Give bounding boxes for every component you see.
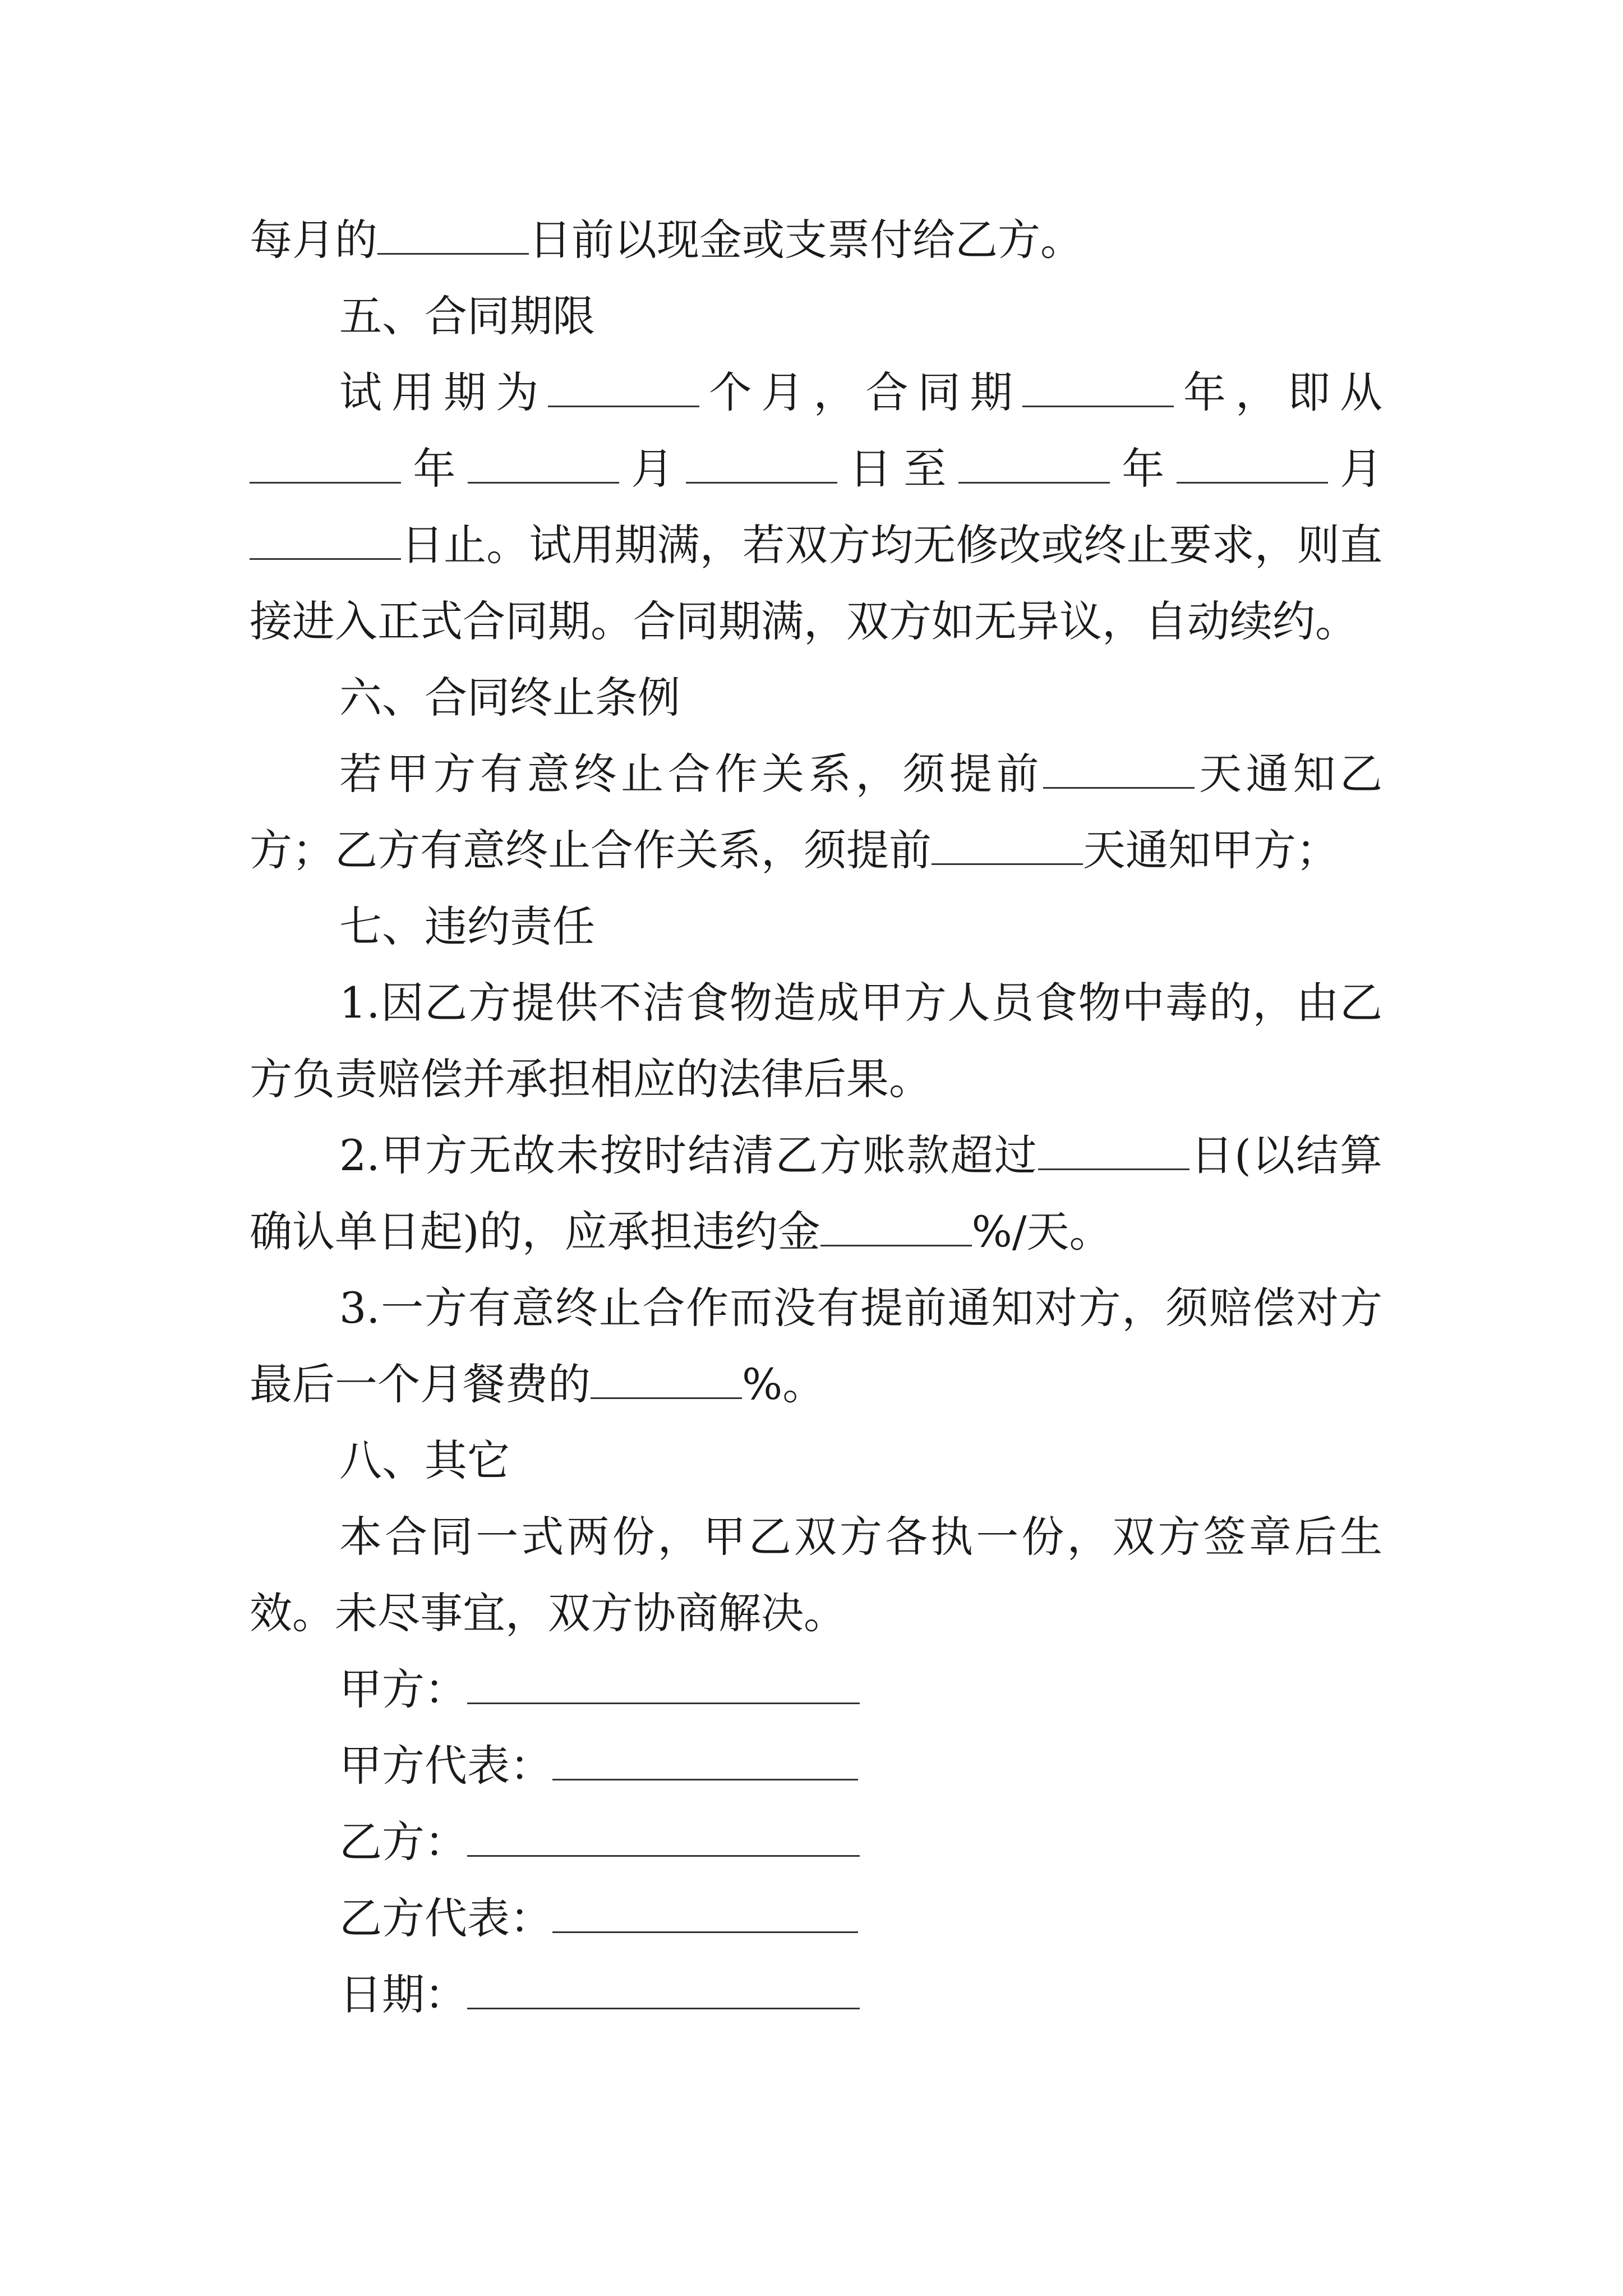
text: 2.甲方无故未按时结清乙方账款超过 [339,1130,1038,1180]
text: 年 [1109,444,1177,494]
heading-section-5: 五、合同期限 [339,291,595,341]
blank-field[interactable] [1043,748,1195,789]
text: 日前以现金或支票付给乙方。 [529,215,1083,265]
blank-field[interactable] [468,443,619,484]
text: 年 [401,444,468,494]
signature-party-b [250,1804,1382,1880]
blank-field[interactable] [958,443,1110,484]
signature-party-b-rep [250,1880,1382,1957]
blank-field[interactable] [820,1205,972,1246]
heading-section-8: 八、其它 [339,1435,510,1485]
blank-field[interactable] [377,214,529,255]
text: 日至 [837,444,958,494]
text: 月 [1327,444,1383,494]
blank-field[interactable] [548,366,699,407]
signature-date [250,1957,1382,2033]
signature-label: 乙方代表： [339,1893,552,1943]
signature-field[interactable] [552,1892,858,1933]
signature-label: 日期： [339,1970,467,2019]
blank-field[interactable] [250,519,401,560]
blank-field[interactable] [1038,1129,1189,1170]
signature-party-a-rep [250,1728,1382,1804]
signature-label: 甲方： [339,1664,467,1714]
blank-field[interactable] [686,443,837,484]
heading-section-7: 七、违约责任 [339,901,595,951]
signature-field[interactable] [467,1816,860,1857]
text: 日止。试用期满，若双方均无修改或终止要求，则直接进入正式合同期。合同期满，双方如无异议，自动续约。 [250,520,1382,646]
text: 月 [619,444,686,494]
text: 日(以结算确认单日起)的，应承担违约金 [250,1130,1382,1257]
text: %。 [742,1359,826,1409]
blank-field[interactable] [591,1358,742,1399]
paragraph-other: 本合同一式两份，甲乙双方各执一份，双方签章后生效。未尽事宜，双方协商解决。 [250,1512,1382,1638]
blank-field[interactable] [1022,366,1174,407]
paragraph-liability-3 [250,1270,1382,1423]
paragraph-liability-1: 1.因乙方提供不洁食物造成甲方人员食物中毒的，由乙方负责赔偿并承担相应的法律后果。 [250,978,1382,1104]
paragraph-termination [250,736,1382,889]
paragraph-liability-2 [250,1117,1382,1270]
text: 若甲方有意终止合作关系，须提前 [339,749,1044,799]
text: 年，即从 [1173,367,1383,417]
text: 天通知甲方； [1083,825,1339,875]
paragraph-contract-term [250,355,1382,660]
heading-section-6: 六、合同终止条例 [339,673,680,723]
signature-field[interactable] [467,1968,860,2009]
signature-label: 乙方： [339,1817,467,1867]
signature-field[interactable] [467,1663,860,1704]
signature-label: 甲方代表： [339,1741,552,1791]
signature-party-a [250,1651,1382,1728]
blank-field[interactable] [932,824,1083,865]
document-page [250,202,1382,2033]
text: %/天。 [971,1207,1112,1257]
paragraph-payment [250,202,1382,278]
text: 试用期为 [339,367,548,417]
text: 天通知乙方；乙方有意终止合作关系，须提前 [250,749,1383,875]
blank-field[interactable] [250,443,401,484]
text: 个月，合同期 [699,367,1022,417]
signature-field[interactable] [552,1740,858,1780]
blank-field[interactable] [1177,443,1328,484]
text: 3.一方有意终止合作而没有提前通知对方，须赔偿对方最后一个月餐费的 [250,1283,1382,1409]
text: 每月的 [250,215,377,265]
